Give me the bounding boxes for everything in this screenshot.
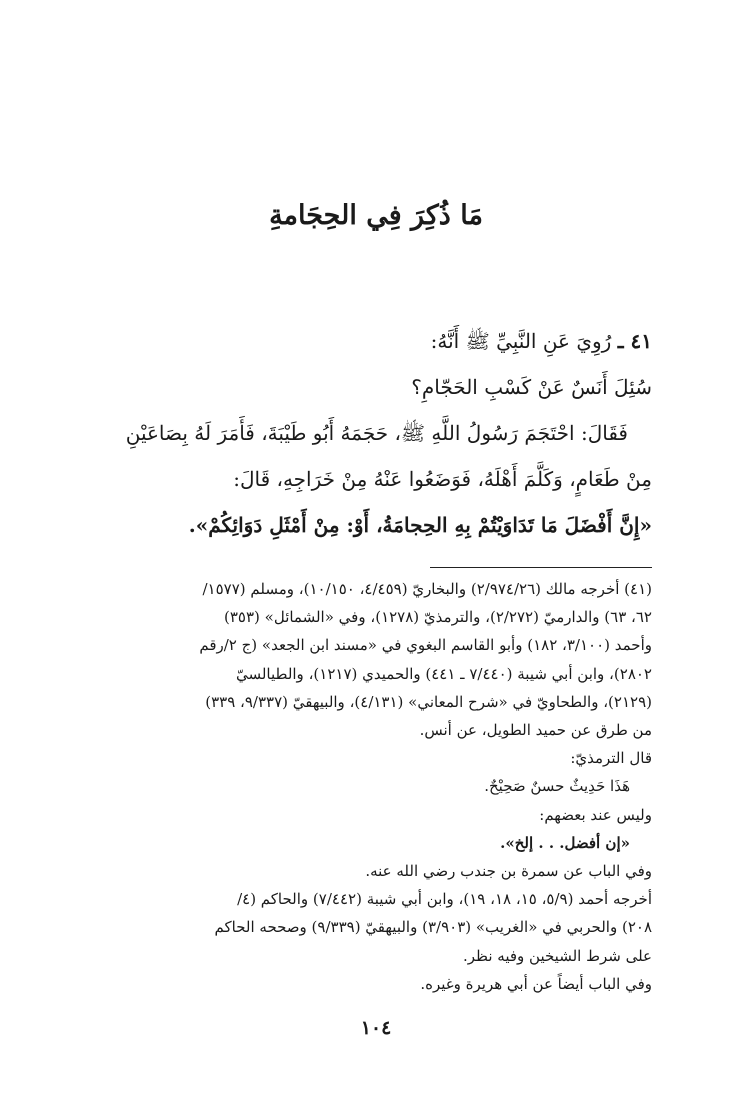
hadith-answer-line-2: مِنْ طَعَامٍ، وَكَلَّمَ أَهْلَهُ، فَوَضَعُوا عَنْهُ مِنْ خَرَاجِهِ، قَالَ: xyxy=(233,467,652,491)
footnote-separator xyxy=(430,567,652,568)
footnote-line: (٤١) أخرجه مالك (٢/٩٧٤/٢٦) والبخاريّ (٤/٤٥٩، ١٠/١٥٠)، ومسلم (١٥٧٧/ xyxy=(202,580,652,598)
footnote-line: وأحمد (٣/١٠٠، ١٨٢) وأبو القاسم البغوي في «مسند ابن الجعد» (ج ٢/رقم xyxy=(199,636,652,655)
footnote-line: قال الترمذيّ: xyxy=(570,749,652,768)
footnote-line: ٢٠٨) والحربي في «الغريب» (٣/٩٠٣) والبيهقيّ (٩/٣٣٩) وصححه الحاكم xyxy=(214,918,652,937)
footnotes xyxy=(96,575,652,998)
footnote-line: أخرجه أحمد (٥/٩، ١٥، ١٨، ١٩)، وابن أبي شيبة (٧/٤٤٢) والحاكم (٤/ xyxy=(237,890,652,909)
footnote-line: على شرط الشيخين وفيه نظر. xyxy=(463,946,652,965)
footnote-line: ٦٢، ٦٣) والدارميّ (٢/٢٧٢)، والترمذيّ (١٢٧٨)، وفي «الشمائل» (٣٥٣) xyxy=(224,608,652,627)
prophetic-saying: «إِنَّ أَفْضَلَ مَا تَدَاوَيْتُمْ بِهِ الحِجامَةُ، أَوْ: مِنْ أَمْثَلِ دَوَائِكُمْ». xyxy=(188,513,652,537)
hadith-number: ٤١ ـ xyxy=(617,329,652,353)
hadith-intro-line xyxy=(96,318,652,364)
footnote-line: هَذَا حَدِيثٌ حسنٌ صَحِيْحٌ. xyxy=(484,777,630,796)
footnote-line: ٢٨٠٢)، وابن أبي شيبة (٧/٤٤٠ ـ ٤٤١) والحميدي (١٢١٧)، والطيالسيّ xyxy=(235,664,652,683)
footnote-line: وفي الباب أيضاً عن أبي هريرة وغيره. xyxy=(420,974,652,993)
hadith-intro: رُوِيَ عَنِ النَّبِيِّ ﷺ أَنَّهُ: xyxy=(430,329,612,353)
hadith-text xyxy=(96,318,652,548)
hadith-answer-line-1: فَقَالَ: احْتَجَمَ رَسُولُ اللَّهِ ﷺ، حَجَمَهُ أَبُو طَيْبَةَ، فَأَمَرَ لَهُ بِصَاعَيْنِ xyxy=(125,421,628,445)
footnote-line: وفي الباب عن سمرة بن جندب رضي الله عنه. xyxy=(365,862,652,881)
footnote-line: وليس عند بعضهم: xyxy=(539,805,652,824)
footnote-line: من طرق عن حميد الطويل، عن أنس. xyxy=(419,721,652,740)
hadith-question: سُئِلَ أَنَسٌ عَنْ كَسْبِ الحَجّامِ؟ xyxy=(411,375,652,399)
page-number: ١٠٤ xyxy=(360,1017,392,1039)
chapter-title: مَا ذُكِرَ فِي الحِجَامةِ xyxy=(269,200,483,231)
footnote-line: «إن أفضل. . . إلخ». xyxy=(500,833,630,852)
footnote-line: (٢١٢٩)، والطحاويّ في «شرح المعاني» (٤/١٣١)، والبيهقيّ (٩/٣٣٧، ٣٣٩) xyxy=(205,692,652,711)
